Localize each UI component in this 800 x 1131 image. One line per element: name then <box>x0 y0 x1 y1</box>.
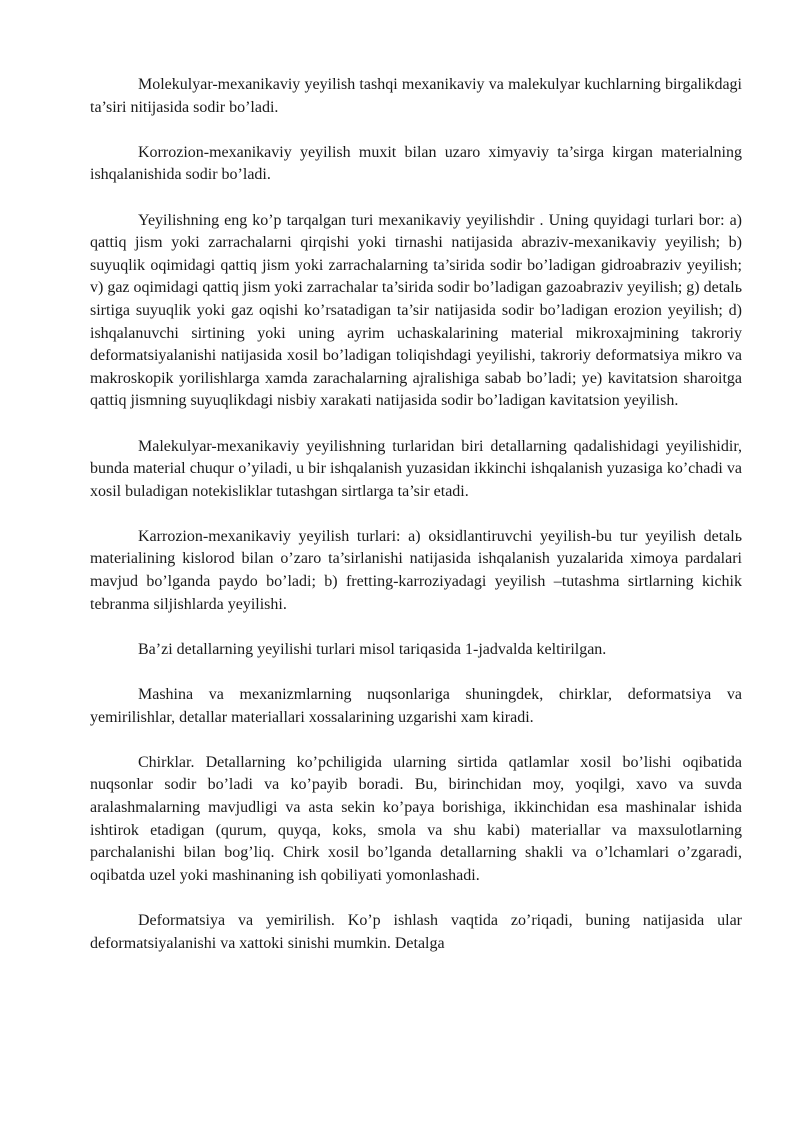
paragraph-seizure-wear: Malekulyar-mexanikaviy yeyilishning turlaridan biri detallarning qadalishidagi yeyilishidir, bunda material chuqur o’yiladi, u bir ishqalanish yuzasidan ikkinchi ishqalanish yuzasiga ko’chadi va xosil buladigan notekisliklar tutashgan sirtlarga ta’sir etadi. <box>90 437 742 500</box>
document-page <box>90 74 742 955</box>
paragraph-deposits: Chirklar. Detallarning ko’pchiligida ularning sirtida qatlamlar xosil bo’lishi oqibatida nuqsonlar sodir bo’ladi va ko’payib boradi. Bu, birinchidan moy, yoqilgi, xavo va suvda aralashmalarning mavjudligi va asta sekin ko’paya borishiga, ikkinchidan esa mashinalar ishida ishtirok etadigan (qurum, quyqa, koks, smola va shu kabi) materiallar va maxsulotlarning parchalanishi bilan bog’liq. Chirk xosil bo’lganda detallarning shakli va o’lchamlari o’zgaradi, oqibatda uzel yoki mashinaning ish qobiliyati yomonlashadi. <box>90 753 742 884</box>
paragraph-deformation: Deformatsiya va yemirilish. Ko’p ishlash vaqtida zo’riqadi, buning natijasida ular deformatsiyalanishi va xattoki sinishi mumkin. Detalga <box>90 911 742 952</box>
paragraph-molecular-mechanical-wear: Molekulyar-mexanikaviy yeyilish tashqi mexanikaviy va malekulyar kuchlarning birgalikdagi ta’siri nitijasida sodir bo’ladi. <box>90 76 742 116</box>
paragraph-table-reference: Ba’zi detallarning yeyilishi turlari misol tariqasida 1-jadvalda keltirilgan. <box>138 640 607 658</box>
paragraph-corrosion-mechanical-wear: Korrozion-mexanikaviy yeyilish muxit bilan uzaro ximyaviy ta’sirga kirgan materialning ishqalanishida sodir bo’ladi. <box>90 143 742 184</box>
paragraph-machine-defects: Mashina va mexanizmlarning nuqsonlariga shuningdek, chirklar, deformatsiya va yemirilishlar, detallar materiallari xossalarining uzgarishi xam kiradi. <box>90 686 742 726</box>
paragraph-mechanical-wear-types: Yeyilishning eng ko’p tarqalgan turi mexanikaviy yeyilishdir . Uning quyidagi turlari bor: a) qattiq jism yoki zarrachalarni qirqishi yoki tirnashi natijasida abraziv-mexanikaviy yeyilish; b) suyuqlik oqimidagi qattiq jism yoki zarrachalarning ta’sirida sodir bo’ladigan gidroabraziv yeyilish; v) gaz oqimidagi qattiq jism yoki zarrachalar ta’sirida sodir bo’ladigan gazoabraziv yeyilish; g) detalь sirtiga suyuqlik yoki gaz oqishi ko’rsatadigan ta’sir natijasida sodir bo’ladigan erozion yeyilish; d) ishqalanuvchi sirtining yoki uning ayrim uchaskalarining material mikroxajmining takroriy deformatsiyalanishi natijasida xosil bo’ladigan toliqishdagi yeyilishi, takroriy deformatsiya mikro va makroskopik yorilishlarga xamda zarachalarning ajralishiga sabab bo’ladi; ye) kavitatsion sharoitga qattiq jismning suyuqlikdagi nisbiy xarakati natijasida sodir bo’ladigan kavitatsion yeyilish. <box>90 211 742 410</box>
paragraph-corrosion-wear-types: Karrozion-mexanikaviy yeyilish turlari: a) oksidlantiruvchi yeyilish-bu tur yeyilish detalь materialining kislorod bilan o’zaro ta’sirlanishi natijasida ishqalanish yuzalarida ximoya pardalari mavjud bo’lganda paydo bo’ladi; b) fretting-karroziyadagi yeyilish –tutashma sirtlarning kichik tebranma siljishlarda yeyilishi. <box>90 527 742 613</box>
